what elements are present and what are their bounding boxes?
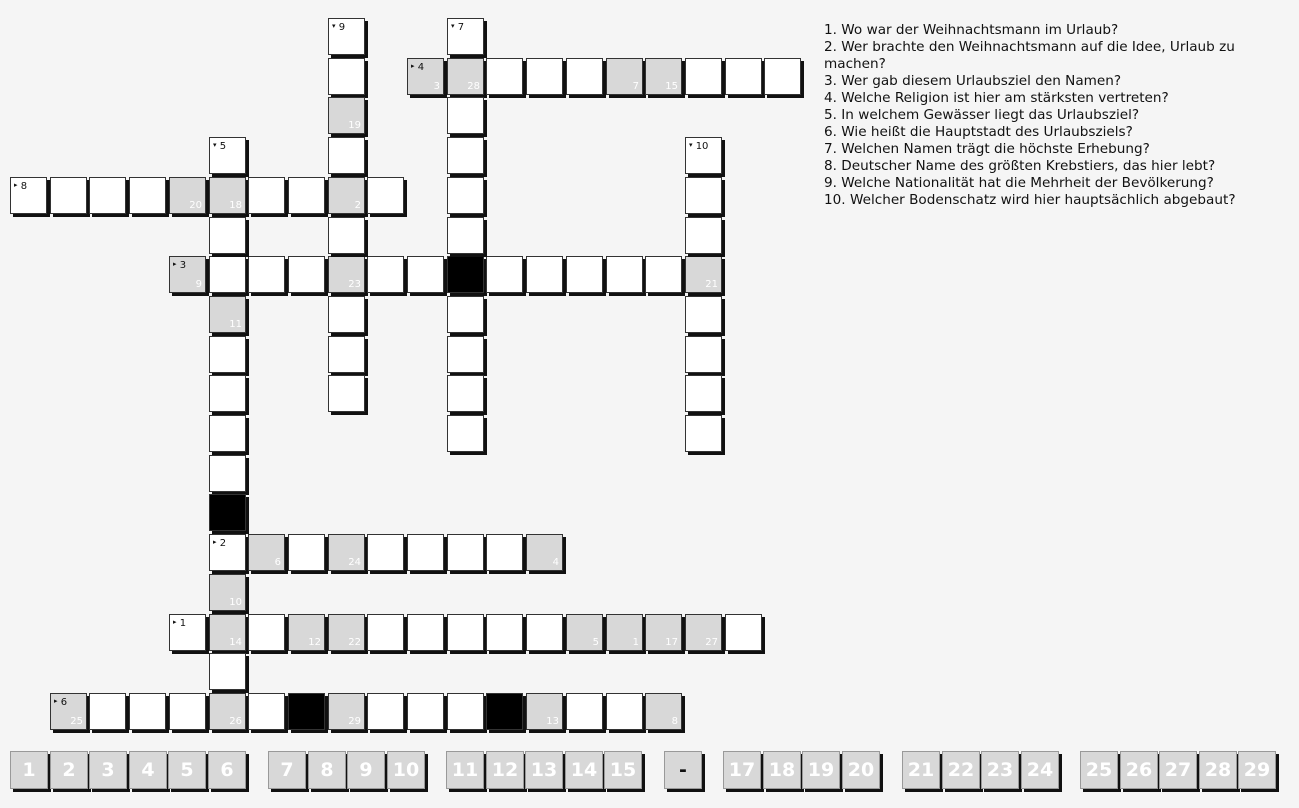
solution-cell[interactable] [169,177,206,214]
grid-cell[interactable] [486,256,523,293]
solution-cell[interactable] [685,256,722,293]
grid-cell[interactable] [685,336,722,373]
clue-4: 4. Welche Religion ist hier am stärksten vertreten? [824,90,1169,106]
grid-cell[interactable] [606,693,643,730]
grid-cell[interactable] [288,534,325,571]
grid-cell[interactable] [248,614,285,651]
grid-cell[interactable] [50,177,87,214]
solution-separator: - [664,751,702,789]
clue-number-label [689,139,708,153]
solution-index: 29 [348,716,361,727]
clue-6: 6. Wie heißt die Hauptstadt des Urlaubsziels? [824,124,1133,140]
solution-index: 18 [229,200,242,211]
triangle-right-icon: ▸ [213,538,217,546]
grid-cell[interactable] [89,693,126,730]
grid-cell[interactable] [10,177,47,214]
clue-number: 3 [176,260,187,271]
clue-number-label [332,20,345,34]
solution-index: 26 [229,716,242,727]
grid-cell[interactable] [328,18,365,55]
clue-3: 3. Wer gab diesem Urlaubsziel den Namen? [824,73,1122,89]
solution-cell[interactable] [447,58,484,95]
clue-number-label [411,60,424,74]
solution-cell[interactable] [209,296,246,333]
grid-cell[interactable] [248,256,285,293]
solution-letter-box[interactable]: 25 [1080,751,1118,789]
solution-index: 24 [348,557,361,568]
grid-cell[interactable] [328,137,365,174]
grid-cell[interactable] [685,415,722,452]
grid-cell[interactable] [447,177,484,214]
grid-cell[interactable] [209,534,246,571]
grid-cell[interactable] [486,534,523,571]
grid-cell[interactable] [486,58,523,95]
grid-cell[interactable] [209,137,246,174]
solution-index: 9 [195,279,202,290]
solution-index: 27 [705,637,718,648]
solution-index: 4 [552,557,559,568]
triangle-down-icon: ▾ [332,22,336,30]
grid-cell[interactable] [209,455,246,492]
solution-letter-box[interactable]: 21 [902,751,940,789]
clue-number: 1 [176,618,187,629]
triangle-down-icon: ▾ [451,22,455,30]
grid-cell[interactable] [367,614,404,651]
solution-letter-box[interactable]: 23 [981,751,1019,789]
solution-letter-box[interactable]: 4 [129,751,167,789]
solution-letter-box[interactable]: 11 [446,751,484,789]
solution-cell[interactable] [328,256,365,293]
clue-number-label [173,258,186,272]
clue-number: 8 [17,181,28,192]
black-cell [486,693,523,730]
clue-number-label [213,139,226,153]
grid-cell[interactable] [129,177,166,214]
grid-cell[interactable] [447,375,484,412]
clue-8: 8. Deutscher Name des größten Krebstiers, das hier lebt? [824,158,1216,174]
clue-10: 10. Welcher Bodenschatz wird hier hauptsächlich abgebaut? [824,192,1236,208]
grid-cell[interactable] [169,693,206,730]
clue-9: 9. Welche Nationalität hat die Mehrheit der Bevölkerung? [824,175,1214,191]
grid-cell[interactable] [447,336,484,373]
solution-index: 5 [592,637,599,648]
solution-letter-box[interactable]: 8 [308,751,346,789]
solution-index: 2 [354,200,361,211]
solution-cell[interactable] [645,614,682,651]
solution-letter-box[interactable]: 13 [525,751,563,789]
triangle-right-icon: ▸ [173,260,177,268]
grid-cell[interactable] [367,693,404,730]
grid-cell[interactable] [367,534,404,571]
solution-cell[interactable] [407,58,444,95]
solution-cell[interactable] [328,534,365,571]
grid-cell[interactable] [447,18,484,55]
clue-5: 5. In welchem Gewässer liegt das Urlaubsziel? [824,107,1140,123]
grid-cell[interactable] [129,693,166,730]
solution-cell[interactable] [288,614,325,651]
solution-letter-box[interactable]: 26 [1120,751,1158,789]
solution-index: 23 [348,279,361,290]
grid-cell[interactable] [367,256,404,293]
black-cell [288,693,325,730]
grid-cell[interactable] [566,256,603,293]
solution-letter-box[interactable]: 6 [208,751,246,789]
grid-cell[interactable] [685,217,722,254]
solution-cell[interactable] [50,693,87,730]
solution-cell[interactable] [209,693,246,730]
black-cell [209,494,246,531]
solution-cell[interactable] [645,693,682,730]
clue-number-label [213,536,226,550]
grid-cell[interactable] [89,177,126,214]
grid-cell[interactable] [328,58,365,95]
clue-number: 7 [454,22,465,33]
solution-cell[interactable] [526,534,563,571]
grid-cell[interactable] [328,217,365,254]
grid-cell[interactable] [328,336,365,373]
grid-cell[interactable] [328,375,365,412]
clue-number: 4 [414,62,425,73]
solution-letter-box[interactable]: 22 [942,751,980,789]
black-cell [447,256,484,293]
solution-cell[interactable] [328,97,365,134]
triangle-down-icon: ▾ [689,141,693,149]
clue-number: 10 [692,141,709,152]
solution-index: 20 [189,200,202,211]
solution-index: 6 [274,557,281,568]
solution-index: 14 [229,637,242,648]
solution-cell[interactable] [209,614,246,651]
solution-index: 11 [229,319,242,330]
grid-cell[interactable] [566,58,603,95]
grid-cell[interactable] [288,177,325,214]
grid-cell[interactable] [248,693,285,730]
solution-letter-box[interactable]: 12 [486,751,524,789]
solution-index: 28 [467,81,480,92]
grid-cell[interactable] [447,217,484,254]
grid-cell[interactable] [447,296,484,333]
clue-1: 1. Wo war der Weihnachtsmann im Urlaub? [824,22,1119,38]
solution-index: 15 [665,81,678,92]
solution-cell[interactable] [328,614,365,651]
solution-letter-box[interactable]: 15 [604,751,642,789]
grid-cell[interactable] [447,97,484,134]
solution-index: 1 [632,637,639,648]
solution-letter-box[interactable]: 28 [1199,751,1237,789]
solution-letter-box[interactable]: 19 [802,751,840,789]
grid-cell[interactable] [407,693,444,730]
grid-cell[interactable] [645,256,682,293]
solution-letter-box[interactable]: 5 [168,751,206,789]
solution-cell[interactable] [209,574,246,611]
solution-index: 12 [308,637,321,648]
solution-cell[interactable] [526,693,563,730]
solution-cell[interactable] [645,58,682,95]
triangle-right-icon: ▸ [14,181,18,189]
grid-cell[interactable] [685,296,722,333]
grid-cell[interactable] [407,534,444,571]
grid-cell[interactable] [685,177,722,214]
grid-cell[interactable] [209,415,246,452]
grid-cell[interactable] [209,256,246,293]
solution-letter-box[interactable]: 20 [842,751,880,789]
solution-index: 3 [433,81,440,92]
solution-index: 17 [665,637,678,648]
solution-index: 10 [229,597,242,608]
grid-cell[interactable] [407,256,444,293]
solution-index: 19 [348,120,361,131]
triangle-down-icon: ▾ [213,141,217,149]
solution-cell[interactable] [606,58,643,95]
clue-number-label [173,616,186,630]
grid-cell[interactable] [764,58,801,95]
solution-letter-box[interactable]: 17 [723,751,761,789]
grid-cell[interactable] [288,256,325,293]
solution-letter-box[interactable]: 3 [89,751,127,789]
clue-number-label [451,20,464,34]
solution-index: 25 [70,716,83,727]
grid-cell[interactable] [725,614,762,651]
grid-cell[interactable] [447,137,484,174]
clue-list [824,22,1294,209]
clue-7: 7. Welchen Namen trägt die höchste Erhebung? [824,141,1150,157]
grid-cell[interactable] [209,375,246,412]
solution-index: 21 [705,279,718,290]
clue-number: 6 [57,697,68,708]
solution-letter-box[interactable]: 18 [763,751,801,789]
grid-cell[interactable] [685,58,722,95]
clue-number: 9 [335,22,346,33]
clue-number: 5 [216,141,227,152]
solution-cell[interactable] [328,177,365,214]
grid-cell[interactable] [447,693,484,730]
solution-cell[interactable] [606,614,643,651]
solution-letter-box[interactable]: 14 [565,751,603,789]
grid-cell[interactable] [209,653,246,690]
grid-cell[interactable] [447,534,484,571]
grid-cell[interactable] [526,58,563,95]
grid-cell[interactable] [685,137,722,174]
solution-letter-box[interactable]: 1 [10,751,48,789]
grid-cell[interactable] [606,256,643,293]
solution-cell[interactable] [169,256,206,293]
clue-number: 2 [216,538,227,549]
grid-cell[interactable] [447,614,484,651]
grid-cell[interactable] [447,415,484,452]
solution-cell[interactable] [209,177,246,214]
solution-cell[interactable] [248,534,285,571]
grid-cell[interactable] [209,336,246,373]
solution-index: 7 [632,81,639,92]
clue-number-label [14,179,27,193]
solution-index: 13 [546,716,559,727]
solution-letter-box[interactable]: 9 [347,751,385,789]
triangle-right-icon: ▸ [411,62,415,70]
grid-cell[interactable] [725,58,762,95]
clue-2: 2. Wer brachte den Weihnachtsmann auf die Idee, Urlaub zu machen? [824,39,1235,72]
solution-letter-box[interactable]: 29 [1238,751,1276,789]
solution-cell[interactable] [566,614,603,651]
grid-cell[interactable] [685,375,722,412]
solution-cell[interactable] [685,614,722,651]
grid-cell[interactable] [407,614,444,651]
solution-letter-box[interactable]: 24 [1021,751,1059,789]
grid-cell[interactable] [526,256,563,293]
grid-cell[interactable] [367,177,404,214]
solution-letter-box[interactable]: 27 [1159,751,1197,789]
grid-cell[interactable] [566,693,603,730]
grid-cell[interactable] [328,296,365,333]
triangle-right-icon: ▸ [173,618,177,626]
solution-letter-box[interactable]: 7 [268,751,306,789]
triangle-right-icon: ▸ [54,697,58,705]
grid-cell[interactable] [209,217,246,254]
grid-cell[interactable] [169,614,206,651]
solution-cell[interactable] [328,693,365,730]
grid-cell[interactable] [248,177,285,214]
grid-cell[interactable] [526,614,563,651]
grid-cell[interactable] [486,614,523,651]
clue-number-label [54,695,67,709]
solution-letter-box[interactable]: 10 [387,751,425,789]
solution-letter-box[interactable]: 2 [50,751,88,789]
solution-index: 22 [348,637,361,648]
solution-index: 8 [671,716,678,727]
